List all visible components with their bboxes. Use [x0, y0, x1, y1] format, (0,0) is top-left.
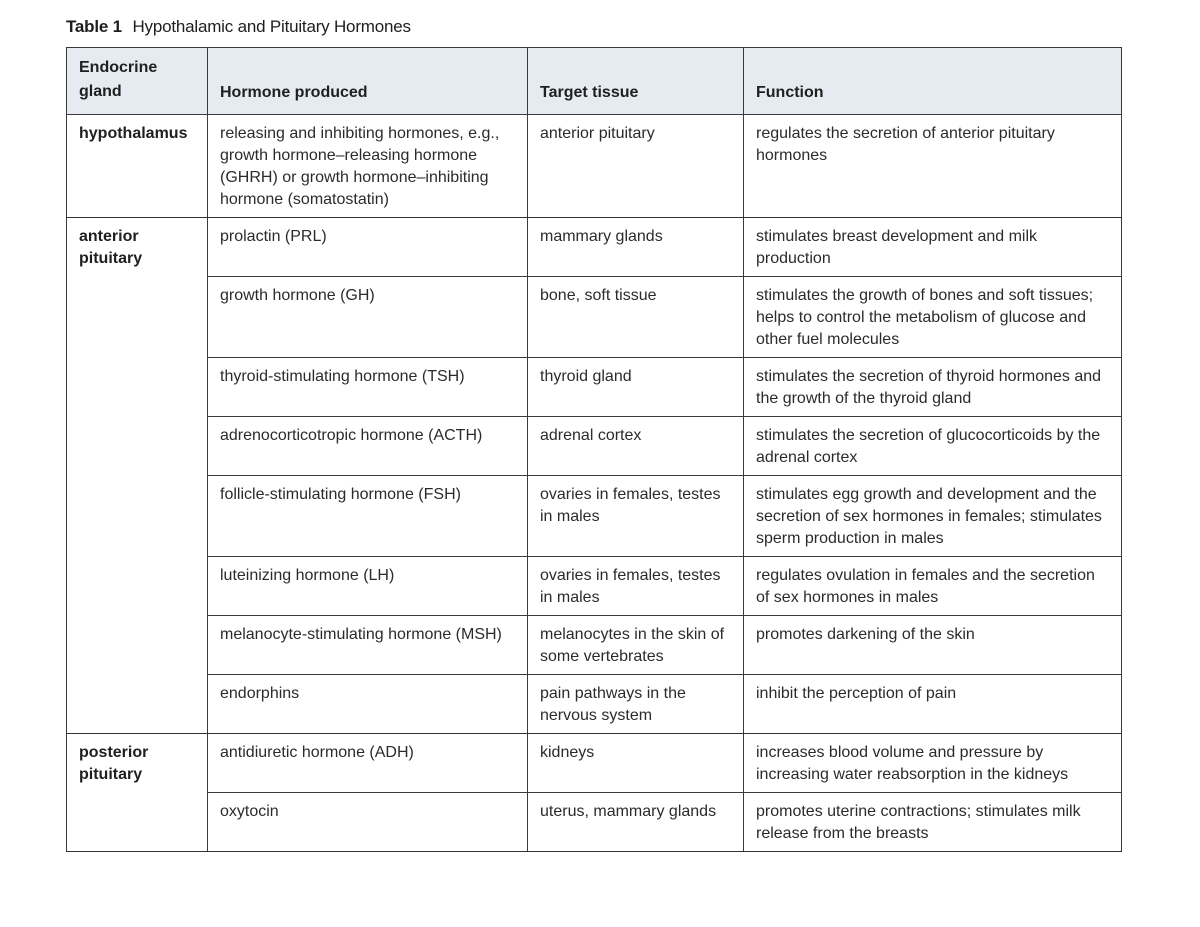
table-row [67, 734, 1122, 793]
cell-hormone-produced: endorphins [208, 675, 528, 734]
table-row [67, 557, 1122, 616]
header-target-tissue: Target tissue [528, 48, 744, 115]
header-row [67, 48, 1122, 115]
cell-function: stimulates breast development and milk production [744, 218, 1122, 277]
cell-function: regulates ovulation in females and the secretion of sex hormones in males [744, 557, 1122, 616]
table-row [67, 218, 1122, 277]
cell-function: increases blood volume and pressure by increasing water reabsorption in the kidneys [744, 734, 1122, 793]
cell-target-tissue: ovaries in females, testes in males [528, 557, 744, 616]
cell-hormone-produced: adrenocorticotropic hormone (ACTH) [208, 417, 528, 476]
cell-target-tissue: uterus, mammary glands [528, 793, 744, 852]
cell-function: stimulates egg growth and development and the secretion of sex hormones in females; stimulates sperm production in males [744, 476, 1122, 557]
cell-hormone-produced: releasing and inhibiting hormones, e.g., growth hormone–releasing hormone (GHRH) or growth hormone–inhibiting hormone (somatostatin) [208, 115, 528, 218]
table-number: Table 1 [66, 17, 122, 36]
cell-hormone-produced: oxytocin [208, 793, 528, 852]
cell-target-tissue: pain pathways in the nervous system [528, 675, 744, 734]
cell-target-tissue: thyroid gland [528, 358, 744, 417]
cell-hormone-produced: luteinizing hormone (LH) [208, 557, 528, 616]
cell-hormone-produced: antidiuretic hormone (ADH) [208, 734, 528, 793]
cell-target-tissue: ovaries in females, testes in males [528, 476, 744, 557]
cell-endocrine-gland: posterior pituitary [67, 734, 208, 852]
table-title: Hypothalamic and Pituitary Hormones [132, 17, 411, 36]
cell-endocrine-gland: anterior pituitary [67, 218, 208, 734]
table-row [67, 277, 1122, 358]
cell-target-tissue: bone, soft tissue [528, 277, 744, 358]
cell-hormone-produced: prolactin (PRL) [208, 218, 528, 277]
table-row [67, 793, 1122, 852]
cell-hormone-produced: thyroid-stimulating hormone (TSH) [208, 358, 528, 417]
cell-endocrine-gland: hypothalamus [67, 115, 208, 218]
table-row [67, 616, 1122, 675]
cell-function: stimulates the growth of bones and soft tissues; helps to control the metabolism of glucose and other fuel molecules [744, 277, 1122, 358]
cell-target-tissue: melanocytes in the skin of some vertebrates [528, 616, 744, 675]
cell-function: stimulates the secretion of glucocorticoids by the adrenal cortex [744, 417, 1122, 476]
hormone-table [66, 47, 1122, 852]
cell-target-tissue: mammary glands [528, 218, 744, 277]
header-function: Function [744, 48, 1122, 115]
table-caption [66, 17, 411, 37]
table-body [67, 115, 1122, 852]
cell-target-tissue: kidneys [528, 734, 744, 793]
cell-function: regulates the secretion of anterior pituitary hormones [744, 115, 1122, 218]
table-row [67, 115, 1122, 218]
cell-function: stimulates the secretion of thyroid hormones and the growth of the thyroid gland [744, 358, 1122, 417]
cell-function: inhibit the perception of pain [744, 675, 1122, 734]
cell-hormone-produced: melanocyte-stimulating hormone (MSH) [208, 616, 528, 675]
cell-target-tissue: anterior pituitary [528, 115, 744, 218]
cell-function: promotes darkening of the skin [744, 616, 1122, 675]
header-endocrine-gland: Endocrine gland [67, 48, 208, 115]
table-row [67, 417, 1122, 476]
cell-function: promotes uterine contractions; stimulates milk release from the breasts [744, 793, 1122, 852]
cell-target-tissue: adrenal cortex [528, 417, 744, 476]
cell-hormone-produced: growth hormone (GH) [208, 277, 528, 358]
cell-hormone-produced: follicle-stimulating hormone (FSH) [208, 476, 528, 557]
table-row [67, 476, 1122, 557]
table-row [67, 358, 1122, 417]
table-row [67, 675, 1122, 734]
header-hormone-produced: Hormone produced [208, 48, 528, 115]
